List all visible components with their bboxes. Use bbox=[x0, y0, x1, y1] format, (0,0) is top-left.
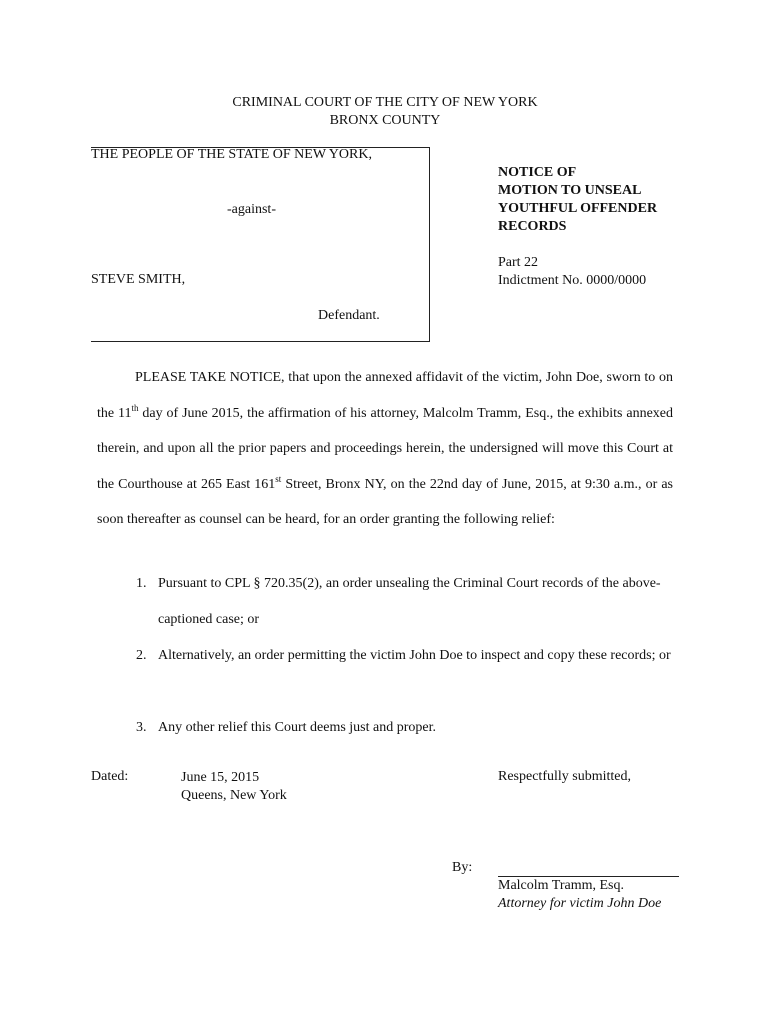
relief-number: 2. bbox=[136, 648, 147, 663]
paragraph-text-2: day of June 2015, the affirmation of his attorney, Malcolm Tramm, Esq., the exhibits annexed therein, and upon all the prior papers and proceedings herein, the undersigned will move this Court at the Courthouse at 265 East 161 bbox=[97, 405, 673, 492]
part-number: Part 22 bbox=[498, 255, 539, 270]
dated-label: Dated: bbox=[91, 769, 129, 784]
signer-title: Attorney for victim John Doe bbox=[498, 896, 662, 911]
respectfully-submitted: Respectfully submitted, bbox=[498, 769, 631, 784]
signer-name: Malcolm Tramm, Esq. bbox=[498, 878, 625, 893]
case-reference bbox=[498, 254, 646, 290]
dated-block bbox=[181, 769, 287, 805]
indictment-number: Indictment No. 0000/0000 bbox=[498, 273, 647, 288]
signature-block bbox=[498, 877, 661, 913]
court-header bbox=[0, 94, 770, 130]
relief-text: Any other relief this Court deems just and proper. bbox=[158, 720, 436, 735]
relief-text: Pursuant to CPL § 720.35(2), an order unsealing the Criminal Court records of the above-captioned case; or bbox=[158, 576, 661, 627]
notice-title-line: RECORDS bbox=[498, 219, 567, 234]
date: June 15, 2015 bbox=[181, 770, 260, 785]
ordinal-suffix: th bbox=[131, 402, 139, 413]
relief-text: Alternatively, an order permitting the victim John Doe to inspect and copy these records; or bbox=[158, 648, 671, 663]
caption-defendant-name: STEVE SMITH, bbox=[91, 272, 186, 287]
notice-title-line: NOTICE OF bbox=[498, 165, 577, 180]
ordinal-suffix: st bbox=[275, 473, 282, 484]
notice-title-line: MOTION TO UNSEAL bbox=[498, 183, 642, 198]
relief-number: 3. bbox=[136, 720, 147, 735]
caption-against: -against- bbox=[227, 202, 276, 217]
by-label: By: bbox=[452, 860, 473, 875]
relief-number: 1. bbox=[136, 576, 147, 591]
paragraph-text-1: PLEASE TAKE NOTICE, that upon the annexed affidavit of the victim, John Doe, sworn to on the 11 bbox=[97, 370, 673, 421]
caption-defendant-label: Defendant. bbox=[318, 308, 380, 323]
caption-people: THE PEOPLE OF THE STATE OF NEW YORK, bbox=[91, 147, 372, 162]
county-name: BRONX COUNTY bbox=[329, 113, 441, 128]
place: Queens, New York bbox=[181, 788, 287, 803]
notice-title-line: YOUTHFUL OFFENDER bbox=[498, 201, 658, 216]
notice-title bbox=[498, 164, 657, 236]
paragraph-text-3: Street, Bronx NY, on the 22nd day of June, 2015, at 9:30 a.m., or as soon thereafter as counsel can be heard, for an order granting the following relief: bbox=[97, 476, 673, 528]
court-name: CRIMINAL COURT OF THE CITY OF NEW YORK bbox=[232, 95, 538, 110]
notice-paragraph bbox=[97, 360, 673, 538]
